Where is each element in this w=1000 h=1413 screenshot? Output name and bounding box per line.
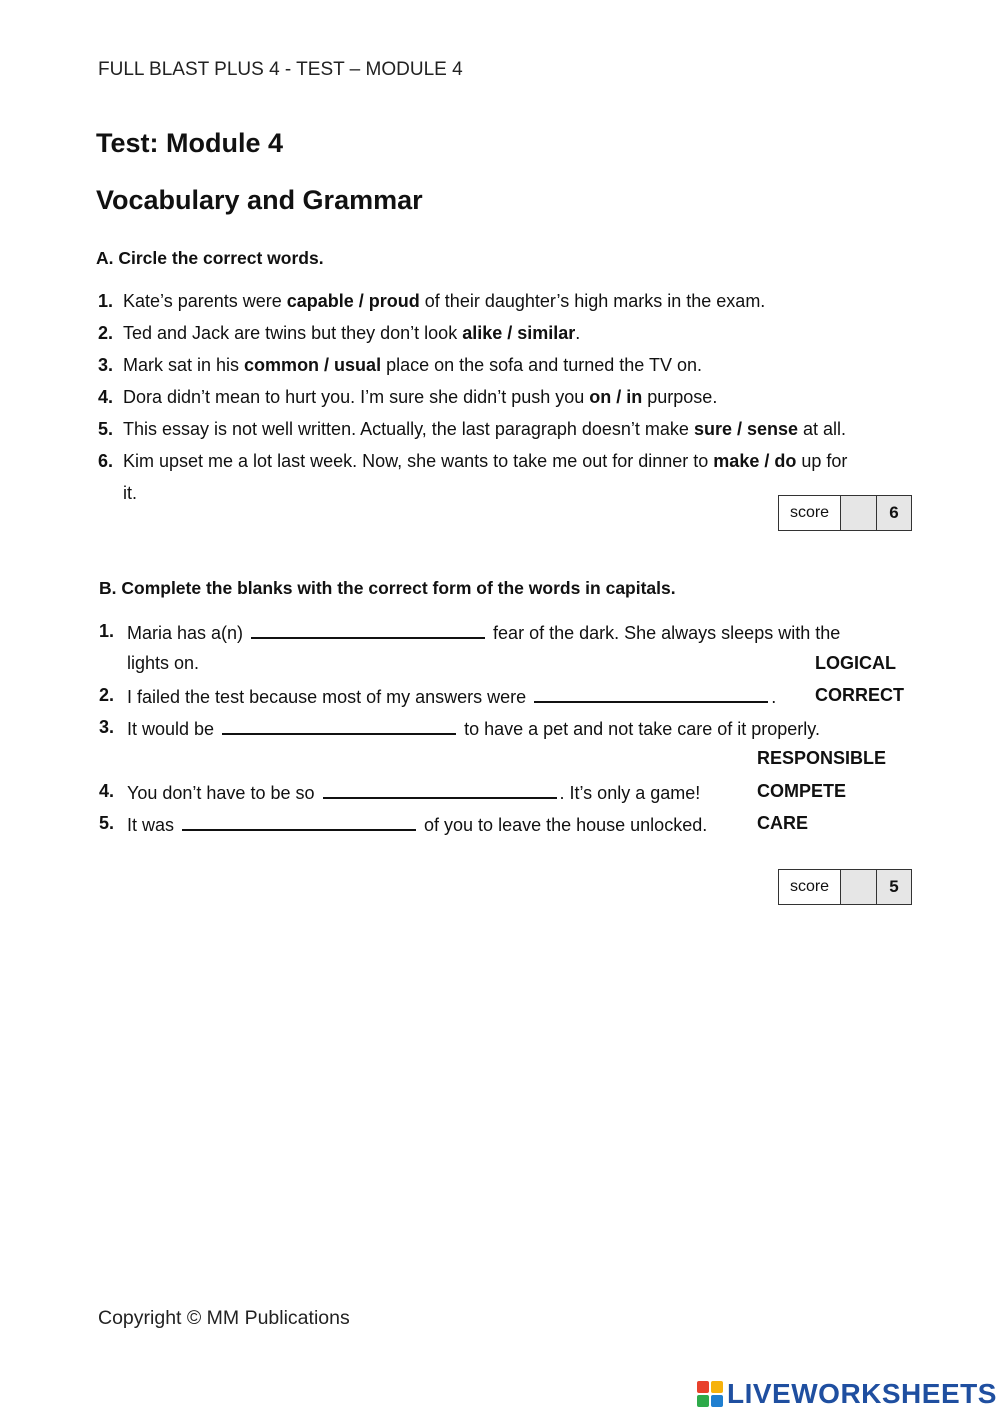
keyword: RESPONSIBLE <box>757 748 887 768</box>
item-number: 5. <box>99 813 115 833</box>
answer-blank[interactable] <box>182 811 416 831</box>
item-text-pre: It would be <box>127 719 220 739</box>
item-number: 3. <box>98 355 114 375</box>
page-title: Test: Module 4 <box>96 128 284 158</box>
item-text-continuation: it. <box>123 483 138 503</box>
score-box <box>778 495 912 531</box>
item-text-continuation: lights on. <box>127 653 200 673</box>
item-text-pre: Mark sat in his <box>123 355 245 375</box>
item-text-post: of you to leave the house unlocked. <box>419 815 708 835</box>
choice-options[interactable]: on / in <box>589 387 643 407</box>
item-number: 4. <box>98 387 114 407</box>
keyword: LOGICAL <box>815 653 896 673</box>
item-text-pre: Kim upset me a lot last week. Now, she wants to take me out for dinner to <box>123 451 714 471</box>
item-text <box>123 417 846 441</box>
answer-blank[interactable] <box>534 683 768 703</box>
item-text-post: purpose. <box>642 387 718 407</box>
answer-blank[interactable] <box>222 715 456 735</box>
item-number: 1. <box>98 291 114 311</box>
item-text-post: place on the sofa and turned the TV on. <box>381 355 702 375</box>
answer-blank[interactable] <box>323 779 557 799</box>
item-number: 5. <box>98 419 114 439</box>
brand-logo[interactable] <box>697 1378 997 1410</box>
item-text <box>127 811 707 837</box>
item-text <box>123 289 765 313</box>
choice-options[interactable]: alike / similar <box>462 323 576 343</box>
item-text-pre: This essay is not well written. Actually, the last paragraph doesn’t make <box>123 419 694 439</box>
page-header: FULL BLAST PLUS 4 - TEST – MODULE 4 <box>98 59 463 80</box>
score-label: score <box>779 496 841 530</box>
choice-options[interactable]: sure / sense <box>693 419 798 439</box>
section-a-instruction: A. Circle the correct words. <box>96 248 324 268</box>
item-text-pre: Ted and Jack are twins but they don’t look <box>123 323 463 343</box>
item-text-post: . It’s only a game! <box>559 783 701 803</box>
answer-blank[interactable] <box>251 619 485 639</box>
keyword: COMPETE <box>757 781 847 801</box>
item-text-post: . <box>575 323 581 343</box>
item-text <box>123 449 847 473</box>
score-max: 6 <box>877 496 911 530</box>
item-text <box>123 385 717 409</box>
item-text-pre: I failed the test because most of my answers were <box>127 687 532 707</box>
item-number: 2. <box>98 323 114 343</box>
item-text-pre: Maria has a(n) <box>127 623 249 643</box>
item-text <box>123 353 702 377</box>
item-text-post: . <box>771 687 777 707</box>
brand-name: LIVEWORKSHEETS <box>727 1378 997 1409</box>
copyright-footer: Copyright © MM Publications <box>98 1307 350 1329</box>
section-b-instruction: B. Complete the blanks with the correct form of the words in capitals. <box>99 578 676 598</box>
item-text <box>127 715 820 741</box>
item-text-pre: It was <box>127 815 180 835</box>
item-text <box>123 321 580 345</box>
score-max: 5 <box>877 870 911 904</box>
score-input[interactable] <box>841 496 877 530</box>
item-text-post: at all. <box>798 419 847 439</box>
item-text-post: fear of the dark. She always sleeps with the <box>488 623 841 643</box>
item-text-pre: Dora didn’t mean to hurt you. I’m sure she didn’t push you <box>123 387 590 407</box>
item-text-post: of their daughter’s high marks in the exam. <box>419 291 766 311</box>
item-text <box>127 779 700 805</box>
item-text <box>127 683 776 709</box>
item-number: 1. <box>99 621 115 641</box>
liveworksheets-logo-icon <box>697 1381 723 1407</box>
score-label: score <box>779 870 841 904</box>
score-input[interactable] <box>841 870 877 904</box>
score-box <box>778 869 912 905</box>
item-text-post: to have a pet and not take care of it properly. <box>459 719 820 739</box>
item-text-pre: You don’t have to be so <box>127 783 320 803</box>
item-number: 4. <box>99 781 115 801</box>
keyword: CORRECT <box>815 685 904 705</box>
item-text <box>127 619 840 645</box>
choice-options[interactable]: capable / proud <box>286 291 420 311</box>
item-number: 2. <box>99 685 115 705</box>
item-number: 6. <box>98 451 114 471</box>
choice-options[interactable]: common / usual <box>244 355 382 375</box>
item-text-pre: Kate’s parents were <box>123 291 287 311</box>
item-number: 3. <box>99 717 115 737</box>
choice-options[interactable]: make / do <box>713 451 797 471</box>
section-heading: Vocabulary and Grammar <box>96 185 423 215</box>
keyword: CARE <box>757 813 809 833</box>
item-text-post: up for <box>796 451 848 471</box>
